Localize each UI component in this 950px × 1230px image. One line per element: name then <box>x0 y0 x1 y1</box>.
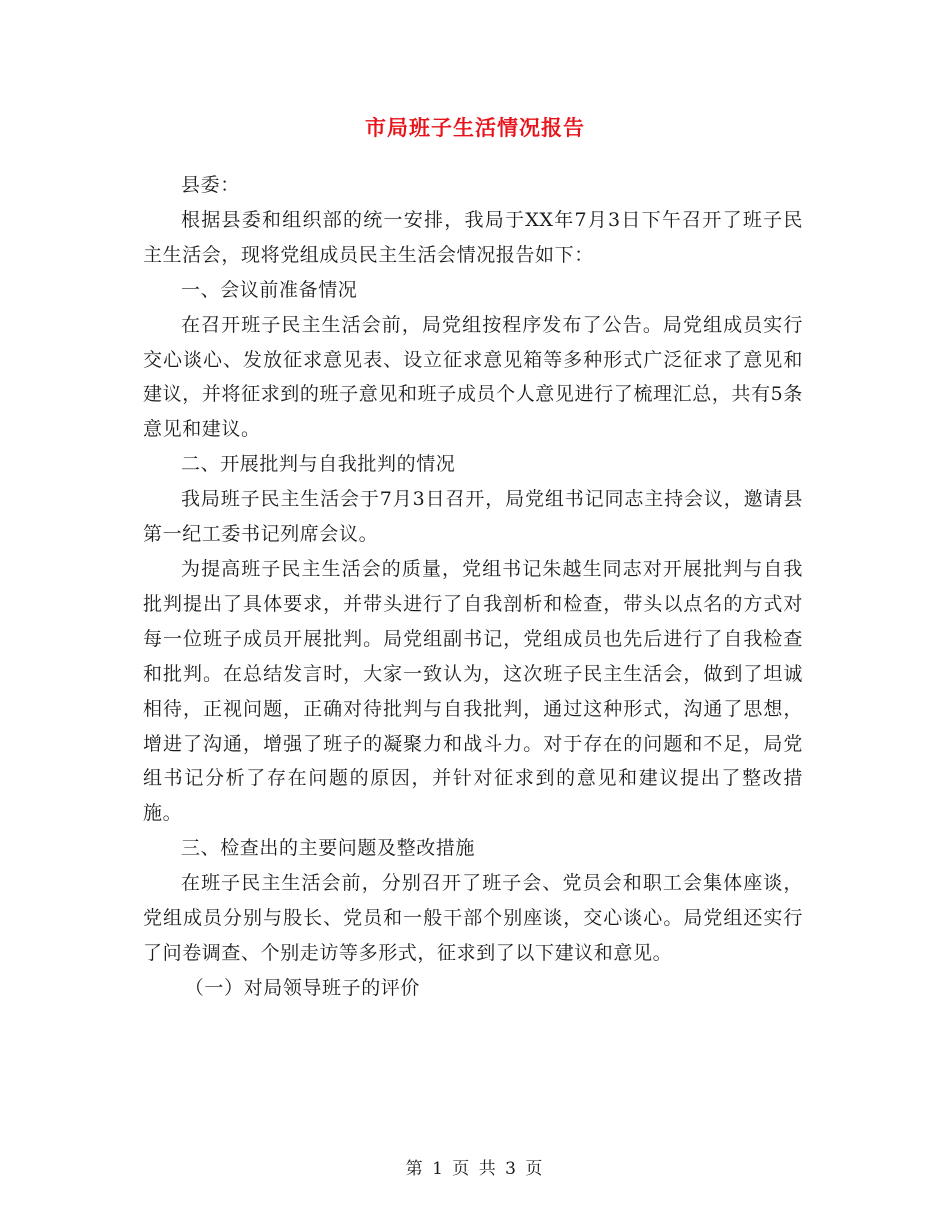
section-heading-3: 三、检查出的主要问题及整改措施 <box>181 837 476 860</box>
paragraph-preparation: 在召开班子民主生活会前，局党组按程序发布了公告。局党组成员实行交心谈心、发放征求意见表、设立征求意见箱等多种形式广泛征求了意见和建议，并将征求到的班子意见和班子成员个人意见进行了梳理汇总，共有5条意见和建议。 <box>143 313 803 441</box>
paragraph-intro: 根据县委和组织部的统一安排，我局于XX年7月3日下午召开了班子民主生活会，现将党组成员民主生活会情况报告如下： <box>143 208 803 266</box>
document-title: 市局班子生活情况报告 <box>365 115 585 140</box>
paragraph-issues: 在班子民主生活会前，分别召开了班子会、党员会和职工会集体座谈，党组成员分别与股长、党员和一般干部个别座谈，交心谈心。局党组还实行了问卷调查、个别走访等多形式，征求到了以下建议和意见。 <box>143 872 803 964</box>
salutation: 县委： <box>181 174 240 196</box>
document-body <box>143 168 803 1006</box>
sub-heading-1: （一）对局领导班子的评价 <box>184 976 420 999</box>
page-indicator: 第 1 页 共 3 页 <box>405 1159 545 1179</box>
section-heading-2: 二、开展批判与自我批判的情况 <box>181 453 456 476</box>
section-heading-1: 一、会议前准备情况 <box>181 278 358 301</box>
paragraph-criticism: 为提高班子民主生活会的质量，党组书记朱越生同志对开展批判与自我批判提出了具体要求，并带头进行了自我剖析和检查，带头以点名的方式对每一位班子成员开展批判。局党组副书记，党组成员也先后进行了自我检查和批判。在总结发言时，大家一致认为，这次班子民主生活会，做到了坦诚相待，正视问题，正确对待批判与自我批判，通过这种形式，沟通了思想，增进了沟通，增强了班子的凝聚力和战斗力。对于存在的问题和不足，局党组书记分析了存在问题的原因，并针对征求到的意见和建议提出了整改措施。 <box>143 557 803 825</box>
paragraph-meeting: 我局班子民主生活会于7月3日召开，局党组书记同志主持会议，邀请县第一纪工委书记列席会议。 <box>143 488 803 546</box>
